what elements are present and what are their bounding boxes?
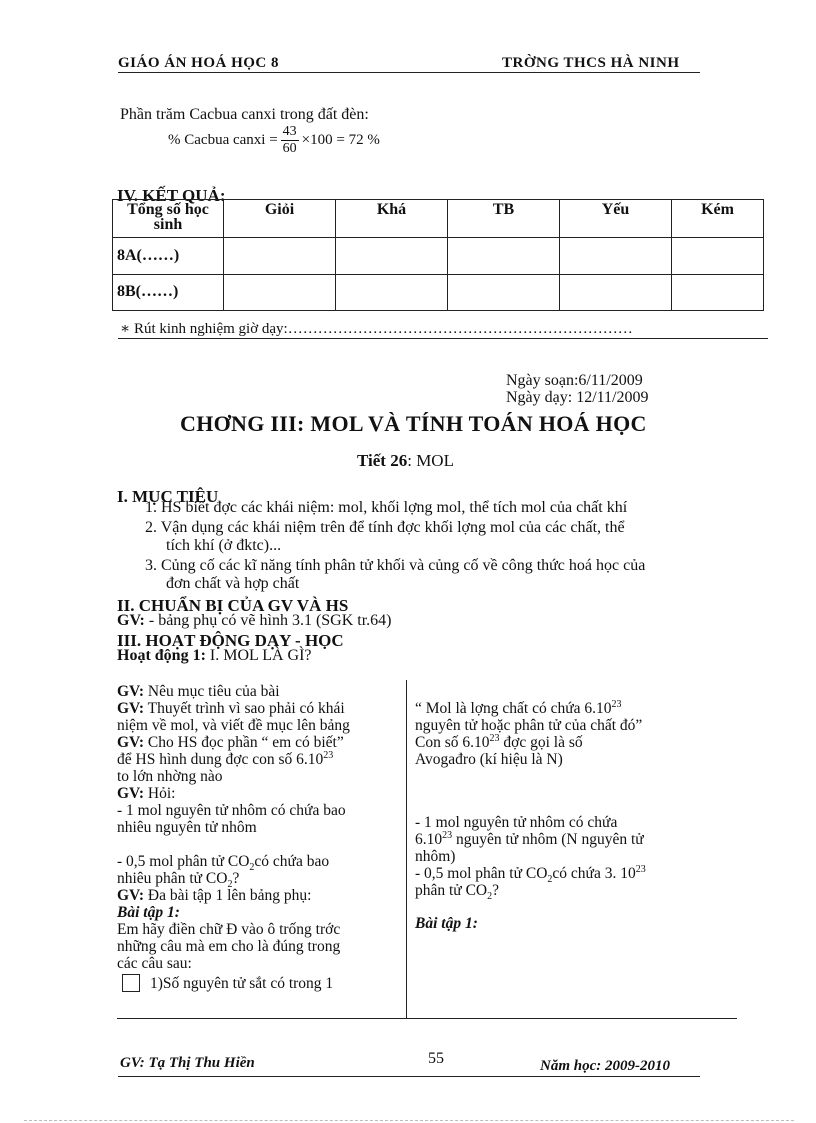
calc-numerator: 43 — [282, 124, 297, 139]
results-header-row — [113, 200, 764, 238]
left-line: GV: Thuyết trình vì sao phải có khái — [117, 700, 345, 717]
experience-rule — [118, 338, 768, 339]
activities-heading: III. HOẠT ĐỘNG DẠY - HỌC — [117, 631, 344, 650]
calc-denominator: 60 — [282, 141, 297, 156]
exercise-item: 1)Số nguyên tử sắt có trong 1 — [117, 974, 403, 992]
table-cell — [672, 274, 764, 311]
header-right: TRỜNG THCS HÀ NINH — [502, 55, 680, 71]
gv-label: GV: — [117, 612, 145, 629]
chapter-title: CHƠNG III: MOL VÀ TÍNH TOÁN HOÁ HỌC — [180, 411, 647, 436]
column-divider — [406, 680, 407, 1018]
table-cell — [672, 238, 764, 275]
preparation-heading: II. CHUẨN BỊ CỦA GV VÀ HS — [117, 596, 349, 615]
objectives-heading: I. MỤC TIÊU — [117, 487, 219, 506]
lesson-title — [357, 451, 454, 471]
footer-page: 55 — [428, 1050, 444, 1067]
objective-3-cont: đơn chất và hợp chất — [166, 575, 300, 592]
objective-3: 3. Củng cố các kĩ năng tính phân tử khối và củng cố về công thức hoá học của — [145, 557, 646, 574]
activity-1-label: Hoạt động 1: — [117, 647, 206, 664]
page-edge-rule — [24, 1120, 794, 1121]
header-rule — [118, 72, 700, 73]
left-line: nhiêu phân tử $CO_2$? — [117, 870, 240, 891]
left-line: nhiêu nguyên tử nhôm — [117, 819, 257, 836]
left-line: Em hãy điền chữ Đ vào ô trống trớc — [117, 921, 341, 938]
right-line: 6.10$^{23}$ nguyên tử nhôm (N nguyên tử — [415, 830, 644, 848]
answer-checkbox[interactable] — [122, 974, 140, 992]
col-kem: Kém — [672, 200, 764, 238]
objective-1: 1. HS biết đợc các khái niệm: mol, khối lợng mol, thể tích mol của chất khí — [145, 499, 628, 516]
col-total: Tổng số học sinh — [113, 200, 224, 238]
right-exercise-label: Bài tập 1: — [415, 915, 478, 932]
preparation-gv — [117, 612, 392, 630]
footer-author: GV: Tạ Thị Thu Hiền — [120, 1055, 255, 1071]
table-cell — [224, 274, 336, 311]
right-line: nguyên tử hoặc phân tử của chất đó” — [415, 717, 643, 734]
experience-line: ∗ Rút kinh nghiệm giờ dạy:…………………………………………………………… — [120, 321, 633, 337]
left-line: - 0,5 mol phân tử $CO_2có$ chứa bao — [117, 853, 330, 874]
left-line: niệm về mol, và viết đề mục lên bảng — [117, 717, 350, 734]
right-line: nhôm) — [415, 848, 456, 865]
col-yeu: Yếu — [560, 200, 672, 238]
left-line: để HS hình dung đợc con số 6.10$^{23}$ — [117, 750, 334, 768]
col-kha: Khá — [336, 200, 448, 238]
activity-1-title: I. MOL LÀ GÌ? — [205, 647, 312, 664]
table-row — [113, 274, 764, 311]
results-table — [112, 199, 764, 311]
row-label: 8A(……) — [113, 238, 224, 275]
table-cell — [560, 238, 672, 275]
table-cell — [448, 238, 560, 275]
left-column — [117, 683, 403, 992]
right-line: - 1 mol nguyên tử nhôm có chứa — [415, 814, 618, 831]
table-cell — [560, 274, 672, 311]
left-line: GV: Cho HS đọc phần “ em có biết” — [117, 734, 344, 751]
calc-intro: Phần trăm Cacbua canxi trong đất đèn: — [120, 106, 369, 123]
right-line: Con số 6.10$^{23}$ đợc gọi là số — [415, 733, 583, 751]
lesson-name: : MOL — [407, 451, 454, 470]
objective-2-cont: tích khí (ở đktc)... — [166, 537, 282, 554]
results-heading: IV. KẾT QUẢ: — [117, 186, 226, 205]
table-cell — [448, 274, 560, 311]
row-label: 8B(……) — [113, 274, 224, 311]
objective-2: 2. Vận dụng các khái niệm trên để tính đợc khối lợng mol của các chất, thể — [145, 519, 625, 536]
left-line: GV: Hỏi: — [117, 785, 176, 802]
table-cell — [224, 238, 336, 275]
calc-formula — [168, 124, 380, 157]
footer-rule — [118, 1076, 700, 1077]
right-column — [415, 700, 715, 768]
calc-rhs: ×100 = 72 % — [301, 132, 380, 148]
table-cell — [336, 238, 448, 275]
calc-fraction — [281, 124, 299, 157]
left-line: GV: Nêu mục tiêu của bài — [117, 683, 280, 700]
right-line: - 0,5 mol phân tử $CO_2có$ chứa 3. $10^{23}$ — [415, 864, 646, 886]
date-taught: Ngày dạy: 12/11/2009 — [506, 389, 649, 406]
left-line: GV: Đa bài tập 1 lên bảng phụ: — [117, 887, 312, 904]
right-column-answers — [415, 814, 715, 932]
left-line: các câu sau: — [117, 955, 192, 972]
right-line: phân tử $CO_2$? — [415, 882, 500, 903]
table-row — [113, 238, 764, 275]
left-line: những câu mà em cho là đúng trong — [117, 938, 341, 955]
calc-lhs: % Cacbua canxi = — [168, 132, 278, 148]
table-cell — [336, 274, 448, 311]
left-line: - 1 mol nguyên tử nhôm có chứa bao — [117, 802, 346, 819]
right-line: Avogađro (kí hiệu là N) — [415, 751, 563, 768]
date-prepared: Ngày soạn:6/11/2009 — [506, 372, 643, 389]
left-line: to lớn nhờng nào — [117, 768, 223, 785]
activity-rule — [117, 1018, 737, 1019]
right-line: “ Mol là lợng chất có chứa 6.10$^{23}$ — [415, 699, 622, 717]
activity-1 — [117, 647, 312, 665]
col-gioi: Giỏi — [224, 200, 336, 238]
footer-year: Năm học: 2009-2010 — [540, 1058, 670, 1074]
exercise-label: Bài tập 1: — [117, 904, 180, 921]
col-tb: TB — [448, 200, 560, 238]
lesson-label: Tiết 26 — [357, 451, 408, 470]
gv-text: - bảng phụ có vẽ hình 3.1 (SGK tr.64) — [144, 612, 392, 629]
header-left: GIÁO ÁN HOÁ HỌC 8 — [118, 55, 280, 71]
